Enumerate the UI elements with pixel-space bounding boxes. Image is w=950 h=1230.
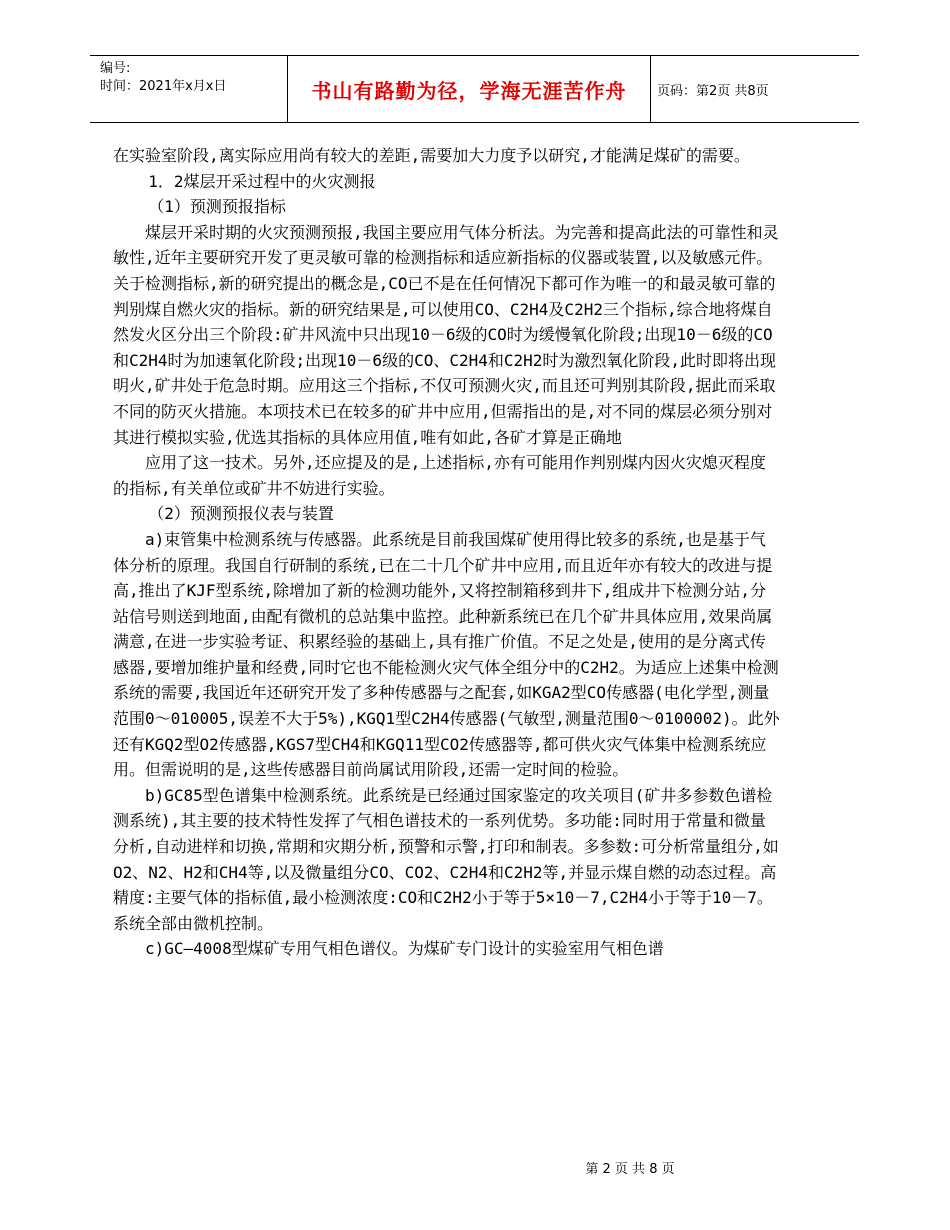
header-page-info: 页码：第2页 共8页 bbox=[657, 83, 769, 99]
section-heading: 1．2煤层开采过程中的火灾测报 bbox=[148, 171, 376, 191]
subsection-heading: （1）预测预报指标 bbox=[148, 197, 286, 217]
paragraph: a)束管集中检测系统与传感器。此系统是目前我国煤矿使用得比较多的系统,也是基于气体分析的原理。我国自行研制的系统,已在二十几个矿井中应用,而且近年亦有较大的改进与提高,推出了KJF型系统,除增加了新的检测功能外,又将控制箱移到井下,组成井下检测分站,分站信号则送到地面,由配有微机的总站集中监控。此种新系统已在几个矿井具体应用,效果尚属满意,在进一步实验考证、积累经验的基础上,具有推广价值。不足之处是,使用的是分离式传感器,要增加维护量和经费,同时它也不能检测火灾气体全组分中的C2H2。为适应上述集中检测系统的需要,我国近年还研究开发了多种传感器与之配套,如KGA2型CO传感器(电化学型,测量范围0～010005,误差不大于5%),KGQ1型C2H4传感器(气敏型,测量范围0～0100002)。此外还有KGQ2型O2传感器,KGS7型CH4和KGQ11型CO2传感器等,都可供火灾气体集中检测系统应用。但需说明的是,这些传感器目前尚属试用阶段,还需一定时间的检验。 bbox=[113, 529, 780, 780]
paragraph: b)GC85型色谱集中检测系统。此系统是已经通过国家鉴定的攻关项目(矿井多参数色谱检测系统),其主要的技术特性发挥了气相色谱技术的一系列优势。多功能:同时用于常量和微量分析,自动进样和切换,常期和灾期分析,预警和示警,打印和制表。多参数:可分析常量组分,如O2、N2、H2和CH4等,以及微量组分CO、CO2、C2H4和C2H2等,并显示煤自燃的动态过程。高精度:主要气体的指标值,最小检测浓度:CO和C2H2小于等于5×10－7,C2H4小于等于10－7。系统全部由微机控制。 bbox=[113, 785, 779, 933]
document-number-label: 编号: bbox=[100, 61, 131, 76]
paragraph: 在实验室阶段,离实际应用尚有较大的差距,需要加大力度予以研究,才能满足煤矿的需要。 bbox=[113, 146, 750, 165]
paragraph: c)GC—4008型煤矿专用气相色谱仪。为煤矿专门设计的实验室用气相色谱 bbox=[145, 939, 664, 959]
document-body bbox=[113, 143, 781, 962]
paragraph: 应用了这一技术。另外,还应提及的是,上述指标,亦有可能用作判别煤内因火灾熄灭程度的指标,有关单位或矿井不妨进行实验。 bbox=[113, 453, 766, 498]
subsection-heading: （2）预测预报仪表与装置 bbox=[148, 504, 334, 524]
page-footer: 第 2 页 共 8 页 bbox=[585, 1162, 675, 1177]
header-motto: 书山有路勤为径，学海无涯苦作舟 bbox=[311, 78, 627, 103]
header-divider bbox=[650, 56, 651, 122]
header-meta bbox=[100, 60, 290, 96]
paragraph: 煤层开采时期的火灾预测预报,我国主要应用气体分析法。为完善和提高此法的可靠性和灵敏性,近年主要研究开发了更灵敏可靠的检测指标和适应新指标的仪器或装置,以及敏感元件。关于检测指标,新的研究提出的概念是,CO已不是在任何情况下都可作为唯一的和最灵敏可靠的判别煤自燃火灾的指标。新的研究结果是,可以使用CO、C2H4及C2H2三个指标,综合地将煤自然发火区分出三个阶段:矿井风流中只出现10－6级的CO时为缓慢氧化阶段;出现10－6级的CO和C2H4时为加速氧化阶段;出现10－6级的CO、C2H4和C2H2时为激烈氧化阶段,此时即将出现明火,矿井处于危急时期。应用这三个指标,不仅可预测火灾,而且还可判别其阶段,据此而采取不同的防灭火措施。本项技术已在较多的矿井中应用,但需指出的是,对不同的煤层必须分别对其进行模拟实验,优选其指标的具体应用值,唯有如此,各矿才算是正确地 bbox=[113, 222, 779, 447]
page-header bbox=[90, 55, 859, 123]
document-time-label: 时间：2021年x月x日 bbox=[100, 79, 227, 94]
